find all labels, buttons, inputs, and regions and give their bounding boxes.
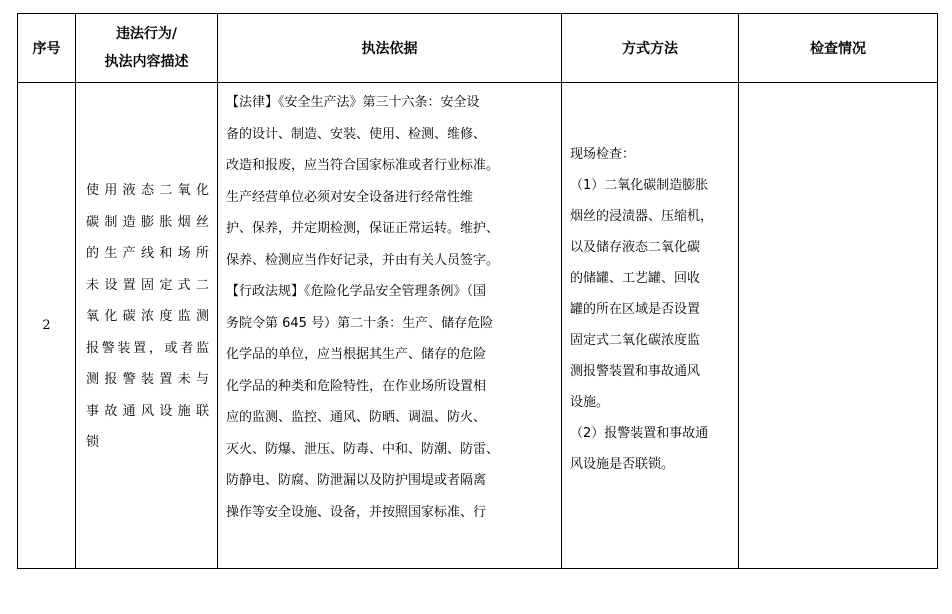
behavior-line: 测报警装置未与 [86, 372, 209, 387]
header-method: 方式方法 [562, 14, 739, 83]
basis-line: 【法律】《安全生产法》第三十六条：安全设 [226, 95, 480, 110]
behavior-line: 使用液态二氧化 [86, 183, 209, 198]
basis-line: 改造和报废，应当符合国家标准或者行业标准。 [226, 158, 500, 173]
basis-line: 化学品的种类和危险特性，在作业场所设置相 [226, 378, 487, 394]
behavior-line: 事故通风设施联 [86, 403, 209, 419]
behavior-line: 碳制造膨胀烟丝 [86, 214, 209, 230]
basis-line: 护、保养，并定期检测，保证正常运转。维护、 [226, 221, 500, 236]
method-line: 测报警装置和事故通风 [570, 364, 701, 379]
method-line: 的储罐、工艺罐、回收 [570, 271, 701, 286]
basis-line: 【行政法规】《危险化学品安全管理条例》（国 [226, 284, 487, 299]
enforcement-table [17, 13, 938, 569]
basis-line: 备的设计、制造、安装、使用、检测、维修、 [226, 126, 487, 142]
behavior-line: 未设置固定式二 [86, 277, 209, 293]
header-check: 检查情况 [739, 14, 938, 83]
row-check [739, 83, 938, 569]
header-row [18, 14, 938, 83]
row-behavior [76, 83, 218, 569]
table-row [18, 83, 938, 569]
behavior-line: 氧化碳浓度监测 [86, 309, 209, 324]
method-line: 设施。 [570, 395, 610, 410]
basis-line: 保养、检测应当作好记录，并由有关人员签字。 [226, 252, 500, 268]
basis-line: 务院令第 645 号）第二十条：生产、储存危险 [226, 315, 494, 331]
behavior-line: 报警装置，或者监 [86, 340, 209, 356]
header-behavior-line2: 执法内容描述 [104, 54, 189, 70]
basis-line: 化学品的单位，应当根据其生产、储存的危险 [226, 347, 487, 362]
basis-line: 应的监测、监控、通风、防晒、调温、防火、 [226, 410, 487, 425]
behavior-line: 锁 [86, 435, 100, 450]
basis-line: 防静电、防腐、防泄漏以及防护围堤或者隔离 [226, 473, 487, 488]
method-line: （2）报警装置和事故通 [570, 426, 709, 441]
header-behavior-line1: 违法行为/ [115, 26, 178, 42]
row-seq: 2 [18, 83, 76, 569]
behavior-line: 的生产线和场所 [86, 246, 209, 261]
method-line: 风设施是否联锁。 [570, 457, 675, 472]
method-line: 烟丝的浸渍器、压缩机， [570, 209, 714, 224]
header-behavior [76, 14, 218, 83]
row-basis [218, 83, 562, 569]
method-line: 罐的所在区域是否设置 [570, 302, 701, 317]
method-line: 固定式二氧化碳浓度监 [570, 333, 701, 348]
method-line: 以及储存液态二氧化碳 [570, 240, 701, 255]
method-line: 现场检查： [570, 147, 636, 162]
header-seq: 序号 [18, 14, 76, 83]
method-line: （1）二氧化碳制造膨胀 [570, 178, 709, 193]
basis-line: 灭火、防爆、泄压、防毒、中和、防潮、防雷、 [226, 441, 500, 457]
row-method [562, 83, 739, 569]
basis-line: 操作等安全设施、设备，并按照国家标准、行 [226, 504, 487, 520]
header-basis: 执法依据 [218, 14, 562, 83]
basis-line: 生产经营单位必须对安全设备进行经常性维 [226, 189, 474, 205]
